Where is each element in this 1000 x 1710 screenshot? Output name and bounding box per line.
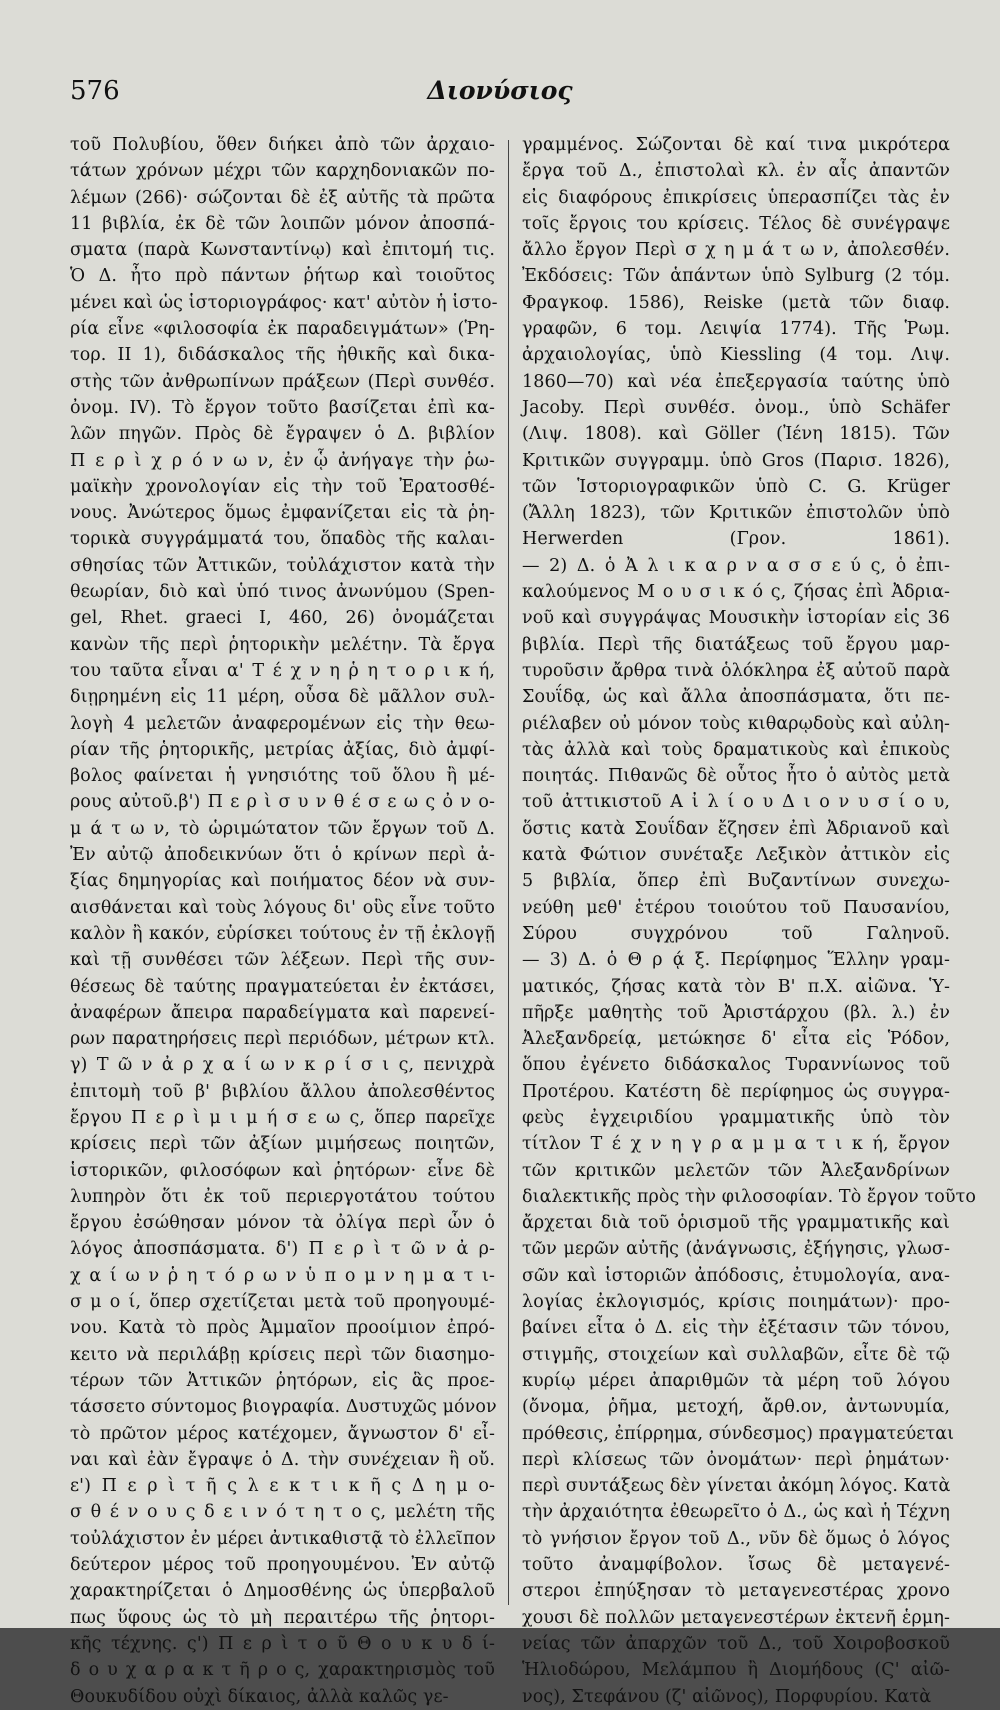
text-line: θέσεως δὲ ταύτης πραγματεύεται ἐν ἐκτάσει,: [70, 976, 495, 997]
text-line: Ἡλιοδώρου, Μελάμπου ἢ Διομήδους (Ϛ' αἰῶ-: [522, 1660, 950, 1681]
text-line: λόγος ἀποσπάσματα. δ') Π ε ρ ὶ τ ῶ ν ἀ ρ-: [70, 1239, 495, 1260]
text-line: ὅστις κατὰ Σουΐδαν ἔζησεν ἐπὶ Ἀδριανοῦ καὶ: [522, 818, 950, 839]
text-line: (Λιψ. 1808). καὶ Göller (Ἰένη 1815). Τῶν: [522, 424, 950, 445]
text-line: πρόθεσις, ἐπίρρημα, σύνδεσμος) πραγματεύεται: [522, 1423, 955, 1444]
text-line: τίτλον Τ έ χ ν η γ ρ α μ μ α τ ι κ ή, ἔργον: [522, 1134, 950, 1155]
text-line: σ μ ο ί, ὅπερ σχετίζεται μετὰ τοῦ προηγουμέ-: [70, 1292, 495, 1313]
text-line: τὴν ἀρχαιότητα ἐθεωρεῖτο ὁ Δ., ὡς καὶ ἡ Τέχνη: [522, 1502, 950, 1523]
text-line: Herwerden (Γρον. 1861).: [522, 529, 950, 550]
text-line: ἀναφέρων ἄπειρα παραδείγματα καὶ παρενεί-: [70, 1002, 495, 1023]
text-line: περὶ συντάξεως δὲν γίνεται ἀκόμη λόγος. Κατὰ: [522, 1476, 951, 1497]
text-line: Jacoby. Περὶ συνθέσ. ὀνομ., ὑπὸ Schäfer: [522, 397, 950, 418]
text-line: πῆρξε μαθητὴς τοῦ Ἀριστάρχου (βλ. λ.) ἐν: [522, 1002, 950, 1023]
text-line: ρία εἶνε «φιλοσοφία ἐκ παραδειγμάτων» (Ῥη-: [70, 319, 495, 340]
text-line: σματα (παρὰ Κωνσταντίνῳ) καὶ ἐπιτομή τις.: [70, 240, 495, 261]
text-line: Σουΐδᾳ, ὡς καὶ ἄλλα ἀποσπάσματα, ὅτι πε-: [522, 687, 950, 708]
text-line: μαϊκὴν χρονολογίαν εἰς τὴν τοῦ Ἐρατοσθέ-: [70, 476, 495, 497]
text-line: Ἐκδόσεις: Τῶν ἁπάντων ὑπὸ Sylburg (2 τόμ.: [522, 266, 950, 287]
text-line: σῶν καὶ ἱστοριῶν ἀπόδοσις, ἐτυμολογία, ανα-: [522, 1265, 950, 1286]
text-line: τάσσετο σύντομος βιογραφία. Δυστυχῶς μόνον: [70, 1397, 497, 1418]
text-line: νοῦ καὶ συγγράψας Μουσικὴν ἱστορίαν εἰς 36: [522, 608, 950, 629]
text-line: Ἀλεξανδρείᾳ, μετώκησε δ' εἶτα εἰς Ῥόδον,: [522, 1029, 950, 1050]
text-line: νου. Κατὰ τὸ πρὸς Ἀμμαῖον προοίμιον ἐπρό-: [70, 1318, 495, 1339]
text-line: κατὰ Φώτιον συνέταξε Λεξικὸν ἀττικὸν εἰς: [522, 845, 950, 866]
text-line: στὴς τῶν ἀνθρωπίνων πράξεων (Περὶ συνθέσ.: [70, 371, 495, 392]
right-text-column: [522, 132, 977, 1707]
text-line: γ) Τ ῶ ν ἀ ρ χ α ί ω ν κ ρ ί σ ι ς, πενιχρὰ: [70, 1055, 495, 1076]
text-line: ἐπιτομὴ τοῦ β' βιβλίου ἄλλου ἀπολεσθέντος: [70, 1081, 495, 1102]
text-line: καλούμενος Μ ο υ σ ι κ ό ς, ζήσας ἐπὶ Ἀδρια-: [522, 582, 950, 603]
text-line: νους. Ἀνώτερος ὅμως ἐμφανίζεται εἰς τὰ ῥη-: [70, 503, 495, 524]
text-line: βαίνει εἶτα ὁ Δ. εἰς τὴν ἐξέτασιν τῶν τόνου,: [522, 1318, 950, 1339]
text-line: νεύθη μεθ' ἑτέρου τοιούτου τοῦ Παυσανίου,: [522, 897, 950, 918]
text-line: δεύτερον μέρος τοῦ προηγουμένου. Ἐν αὐτῷ: [70, 1555, 495, 1576]
text-line: τῶν κριτικῶν μελετῶν τῶν Ἀλεξανδρίνων: [522, 1160, 950, 1181]
text-line: gel, Rhet. graeci I, 460, 26) ὀνομάζεται: [70, 608, 495, 629]
text-line: ἄλλο ἔργον Περὶ σ χ η μ ά τ ω ν, ἀπολεσθέν.: [522, 240, 950, 261]
text-line: χουσι δὲ πολλῶν μεταγενεστέρων ἐκτενῆ ἑρμη-: [522, 1607, 950, 1628]
text-line: τέρων τῶν Ἀττικῶν ῥητόρων, εἰς ἃς προε-: [70, 1370, 495, 1391]
text-line: ματικός, ζήσας κατὰ τὸν Β' π.Χ. αἰῶνα. Ὑ-: [522, 976, 950, 997]
text-line: εἰς διαφόρους ἐπικρίσεις ὑπερασπίζει τὰς ἐν: [522, 187, 950, 208]
text-line: τυροῦσιν ἄρθρα τινὰ ὁλόκληρα ἐξ αὐτοῦ παρὰ: [522, 660, 950, 681]
text-line: σθησίας τῶν Ἀττικῶν, τοὐλάχιστον κατὰ τὴν: [70, 555, 495, 576]
text-line: ἱστορικῶν, φιλοσόφων καὶ ῥητόρων· εἶνε δὲ: [70, 1160, 495, 1181]
text-line: 1860—70) καὶ νέα ἐπεξεργασία ταύτης ὑπὸ: [522, 371, 950, 392]
text-line: λῶν πηγῶν. Πρὸς δὲ ἔγραψεν ὁ Δ. βιβλίον: [70, 424, 495, 445]
text-line: τὸ γνήσιον ἔργον τοῦ Δ., νῦν δὲ ὅμως ὁ λόγος: [522, 1528, 950, 1549]
text-line: Ὁ Δ. ἦτο πρὸ πάντων ῥήτωρ καὶ τοιοῦτος: [70, 266, 495, 287]
text-line: τορ. ΙΙ 1), διδάσκαλος τῆς ἠθικῆς καὶ δικα-: [70, 345, 495, 366]
text-line: ἔργα τοῦ Δ., ἐπιστολαὶ κλ. ἐν αἷς ἀπαντῶν: [522, 161, 950, 182]
text-line: ναι καὶ ἐὰν ἔγραψε ὁ Δ. τὴν συνέχειαν ἢ οὔ.: [70, 1449, 495, 1470]
text-line: Θουκυδίδου οὐχὶ δίκαιος, ἀλλὰ καλῶς γε-: [70, 1686, 449, 1707]
column-divider: [508, 140, 509, 1605]
text-line: τὸ πρῶτον μέρος κατέχομεν, ἄγνωστον δ' εἶ-: [70, 1423, 495, 1444]
text-line: ἔργου Π ε ρ ὶ μ ι μ ή σ ε ω ς, ὅπερ παρεῖχε: [70, 1107, 495, 1128]
text-line: στιγμῆς, στοιχείων καὶ συλλαβῶν, εἶτε δὲ τῷ: [522, 1344, 950, 1365]
text-line: αισθάνεται καὶ τοὺς λόγους δι' οὓς εἶνε τοῦτο: [70, 897, 495, 918]
text-line: (Ἄλλη 1823), τῶν Κριτικῶν ἐπιστολῶν ὑπὸ: [522, 503, 950, 524]
text-line: τοῦ Πολυβίου, ὅθεν διήκει ἀπὸ τῶν ἀρχαιο-: [70, 135, 495, 155]
text-line: κανὼν τῆς περὶ ῥητορικὴν μελέτην. Τὰ ἔργα: [70, 634, 495, 655]
text-line: ἀρχαιολογίας, ὑπὸ Kiessling (4 τομ. Λιψ.: [522, 345, 950, 366]
text-line: τοῖς ἔργοις του κρίσεις. Τέλος δὲ συνέγραψε: [522, 213, 950, 234]
left-text-column: [70, 132, 498, 1707]
text-line: χαρακτηρίζεται ὁ Δημοσθένης ὡς ὑπερβαλοῦ: [70, 1581, 495, 1602]
text-line: διῃρημένη εἰς 11 μέρη, οὖσα δὲ μᾶλλον συλ-: [70, 687, 495, 708]
text-line: ε') Π ε ρ ὶ τ ῆ ς λ ε κ τ ι κ ῆ ς Δ η μ ο-: [70, 1476, 495, 1497]
text-line: ὅπου ἐγένετο διδάσκαλος Τυραννίωνος τοῦ: [522, 1055, 950, 1076]
page-number: 576: [70, 76, 120, 106]
text-line: Σύρου συγχρόνου τοῦ Γαληνοῦ.: [522, 923, 950, 944]
text-line: ὀνομ. IV). Τὸ ἔργον τοῦτο βασίζεται ἐπὶ κα-: [70, 397, 495, 418]
text-line: τοῦ ἀττικιστοῦ Α ἰ λ ί ο υ Δ ι ο ν υ σ ί ο υ,: [522, 792, 950, 813]
text-line: νος), Στεφάνου (ζ' αἰῶνος), Πορφυρίου. Κατὰ: [522, 1686, 932, 1707]
text-line: κειτο νὰ περιλάβῃ κρίσεις περὶ τῶν διασημο-: [70, 1344, 495, 1365]
text-line: ἄρχεται διὰ τοῦ ὁρισμοῦ τῆς γραμματικῆς καὶ: [522, 1213, 950, 1234]
text-line: τοὐλάχιστον ἐν μέρει ἀντικαθιστᾷ τὸ ἐλλεῖπον: [70, 1528, 496, 1549]
text-line: καὶ τῇ συνθέσει τῶν λέξεων. Περὶ τῆς συν-: [70, 950, 495, 971]
text-line: λυπηρὸν ὅτι ἐκ τοῦ περιεργοτάτου τούτου: [70, 1186, 495, 1207]
text-line: ἔργου ἐσώθησαν μόνον τὰ ὀλίγα περὶ ὧν ὁ: [70, 1213, 495, 1234]
text-line: διαλεκτικῆς πρὸς τὴν φιλοσοφίαν. Τὸ ἔργον τοῦτο: [522, 1186, 977, 1207]
text-line: στεροι ἐπηύξησαν τὸ μεταγενεστέρας χρονο: [522, 1581, 950, 1602]
text-line: σ θ έ ν ο υ ς δ ε ι ν ό τ η τ ο ς, μελέτη τῆς: [70, 1502, 495, 1523]
text-line: 5 βιβλία, ὅπερ ἐπὶ Βυζαντίνων συνεχω-: [522, 871, 950, 892]
text-line: βιβλία. Περὶ τῆς διατάξεως τοῦ ἔργου μαρ-: [522, 634, 950, 655]
text-line: θεωρίαν, διὸ καὶ ὑπό τινος ἀνωνύμου (Spen-: [70, 582, 495, 603]
text-line: λογίας ἐκλογισμός, κρίσις ποιημάτων)· προ-: [522, 1292, 950, 1313]
running-head: [70, 76, 930, 116]
text-line: κῆς τέχνης. ς') Π ε ρ ὶ τ ο ῦ Θ ο υ κ υ δ ί-: [70, 1633, 495, 1654]
text-line: βολος φαίνεται ἡ γνησιότης τοῦ ὅλου ἢ μέ-: [70, 766, 495, 787]
text-line: τῶν μερῶν αὐτῆς (ἀνάγνωσις, ἐξήγησις, γλωσ-: [522, 1239, 950, 1260]
text-line: ποιητάς. Πιθανῶς δὲ οὗτος ἦτο ὁ αὐτὸς μετὰ: [522, 766, 950, 787]
text-line: Φραγκοφ. 1586), Reiske (μετὰ τῶν διαφ.: [522, 292, 950, 313]
text-line: (ὄνομα, ῥῆμα, μετοχή, ἄρθ.ον, ἀντωνυμία,: [522, 1397, 950, 1418]
text-line: ριέλαβεν οὐ μόνον τοὺς κιθαρῳδοὺς καὶ αὐλη-: [522, 713, 950, 734]
running-title: Διονύσιος: [427, 76, 573, 105]
text-line: τῶν Ἱστοριογραφικῶν ὑπὸ C. G. Krüger: [522, 476, 950, 497]
text-line: λογὴ 4 μελετῶν ἀναφερομένων εἰς τὴν θεω-: [70, 713, 495, 734]
text-line: χ α ί ω ν ῥ η τ ό ρ ω ν ὑ π ο μ ν η μ α τ ι-: [70, 1265, 495, 1286]
text-line: Ἐν αὐτῷ ἀποδεικνύων ὅτι ὁ κρίνων περὶ ἀ-: [70, 845, 495, 866]
text-line: τάτων χρόνων μέχρι τῶν καρχηδονιακῶν πο-: [70, 161, 495, 182]
text-line: ρίαν τῆς ῥητορικῆς, μετρίας ἀξίας, διὸ ἀμφί-: [70, 739, 495, 760]
text-line: — 3) Δ. ὁ Θ ρ ᾴ ξ. Περίφημος Ἕλλην γραμ-: [522, 950, 950, 971]
text-line: τοῦτο ἀναμφίβολον. ἴσως δὲ μεταγενέ-: [522, 1555, 950, 1576]
text-line: πως ὕφους ὡς τὸ μὴ περαιτέρω τῆς ῥητορι-: [70, 1607, 495, 1628]
text-line: περὶ κλίσεως τῶν ὀνομάτων· περὶ ῥημάτων·: [522, 1449, 950, 1470]
text-line: τὰς ἀλλὰ καὶ τοὺς δραματικοὺς καὶ ἐπικοὺς: [522, 739, 950, 760]
text-line: ρων παρατηρήσεις περὶ περιόδων, μέτρων κτλ.: [70, 1029, 495, 1050]
text-line: ρους αὐτοῦ.β') Π ε ρ ὶ σ υ ν θ έ σ ε ω ς ὀ ν ο-: [70, 792, 495, 813]
text-line: φεὺς ἐγχειριδίου γραμματικῆς ὑπὸ τὸν: [522, 1107, 950, 1128]
text-line: Κριτικῶν συγγραμμ. ὑπὸ Gros (Παρισ. 1826),: [522, 450, 950, 471]
text-line: μένει καὶ ὡς ἱστοριογράφος· κατ' αὐτὸν ἡ ἱστο-: [70, 292, 498, 313]
text-line: Π ε ρ ὶ χ ρ ό ν ω ν, ἐν ᾧ ἀνήγαγε τὴν ῥω-: [70, 450, 495, 471]
text-line: γραμμένος. Σώζονται δὲ καί τινα μικρότερα: [522, 135, 950, 155]
text-line: κυρίῳ μέρει ἀπαριθμῶν τὰ μέρη τοῦ λόγου: [522, 1370, 950, 1391]
text-line: 11 βιβλία, ἐκ δὲ τῶν λοιπῶν μόνον ἀποσπά-: [70, 213, 495, 234]
text-line: λέμων (266)· σώζονται δὲ ἐξ αὐτῆς τὰ πρῶτα: [70, 187, 495, 208]
text-line: μ ά τ ω ν, τὸ ὡριμώτατον τῶν ἔργων τοῦ Δ.: [70, 818, 495, 839]
text-line: — 2) Δ. ὁ Ἀ λ ι κ α ρ ν α σ σ ε ύ ς, ὁ ἐπι-: [522, 555, 950, 576]
text-line: νείας τῶν ἀπαρχῶν τοῦ Δ., τοῦ Χοιροβοσκοῦ: [522, 1633, 950, 1654]
text-line: ξίας δημηγορίας καὶ ποιήματος δέον νὰ συν-: [70, 871, 495, 892]
text-line: τορικὰ συγγράμματά του, ὅπαδὸς τῆς καλαι-: [70, 529, 495, 550]
text-line: καλὸν ἢ κακόν, εὑρίσκει τούτους ἐν τῇ ἐκλογῇ: [70, 923, 495, 944]
text-line: του ταῦτα εἶναι α' Τ έ χ ν η ῥ η τ ο ρ ι κ ή,: [70, 660, 495, 681]
text-line: Προτέρου. Κατέστη δὲ περίφημος ὡς συγγρα-: [522, 1081, 950, 1102]
text-line: γραφῶν, 6 τομ. Λειψία 1774). Τῆς Ῥωμ.: [522, 319, 950, 340]
text-line: κρίσεις περὶ τῶν ἀξίων μιμήσεως ποιητῶν,: [70, 1134, 495, 1155]
text-line: δ ο υ χ α ρ α κ τ ῆ ρ ο ς, χαρακτηρισμὸς τοῦ: [70, 1660, 495, 1681]
